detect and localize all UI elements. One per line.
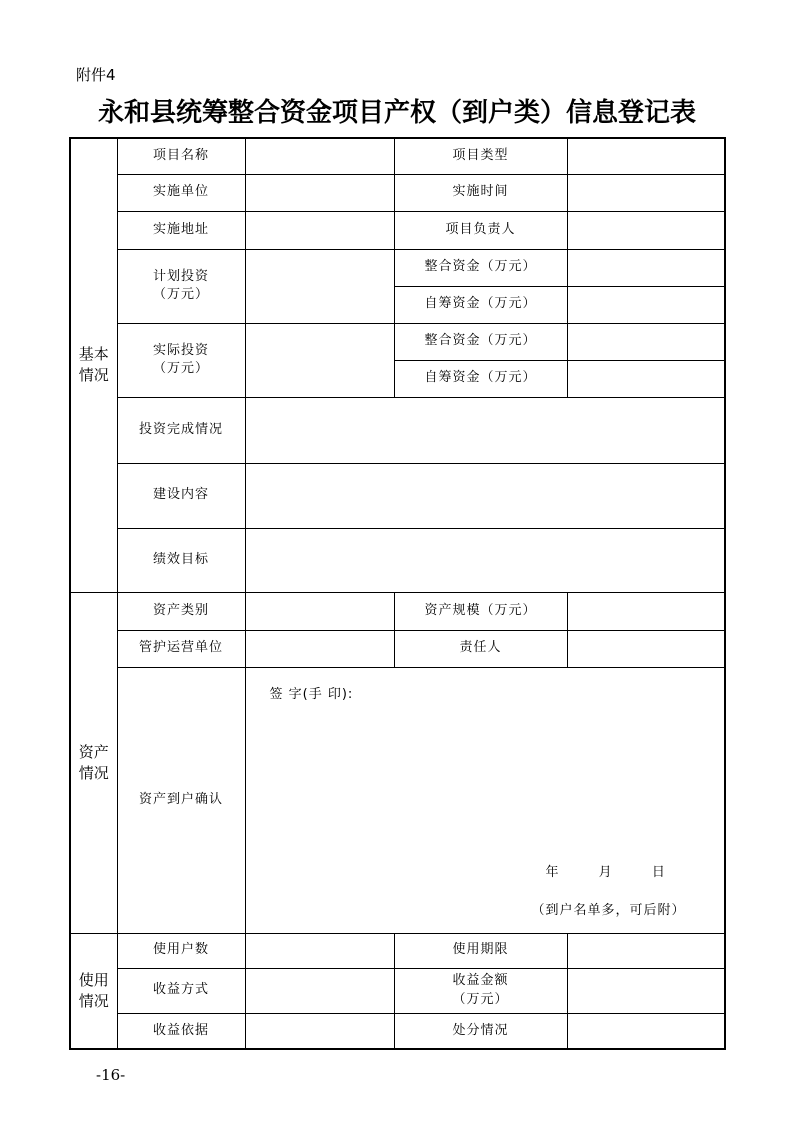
household-list-note: （到户名单多，可后附） xyxy=(531,902,686,918)
label-responsible-person: 责任人 xyxy=(394,630,567,667)
label-planned-integrated-funds: 整合资金（万元） xyxy=(394,249,567,286)
field-actual-investment[interactable] xyxy=(245,323,394,397)
field-implementing-unit[interactable] xyxy=(245,174,394,211)
label-actual-investment: 实际投资 （万元） xyxy=(117,323,245,397)
label-asset-category: 资产类别 xyxy=(117,592,245,630)
field-planned-integrated-funds[interactable] xyxy=(567,249,725,286)
label-project-leader: 项目负责人 xyxy=(394,211,567,249)
label-implementation-address: 实施地址 xyxy=(117,211,245,249)
section-basic: 基本 情况 xyxy=(70,138,117,592)
label-actual-self-raised-funds: 自筹资金（万元） xyxy=(394,360,567,397)
signature-label: 签 字(手 印): xyxy=(269,686,354,702)
field-planned-self-raised-funds[interactable] xyxy=(567,286,725,323)
field-performance-target[interactable] xyxy=(245,528,725,592)
label-project-name: 项目名称 xyxy=(117,138,245,174)
signature-date xyxy=(546,864,701,882)
label-asset-household-confirm: 资产到户确认 xyxy=(117,667,245,933)
field-management-unit[interactable] xyxy=(245,630,394,667)
date-year: 年 xyxy=(545,864,559,880)
label-construction-content: 建设内容 xyxy=(117,463,245,528)
field-implementation-time[interactable] xyxy=(567,174,725,211)
field-income-method[interactable] xyxy=(245,968,394,1013)
field-responsible-person[interactable] xyxy=(567,630,725,667)
label-planned-self-raised-funds: 自筹资金（万元） xyxy=(394,286,567,323)
form-title: 永和县统筹整合资金项目产权（到户类）信息登记表 xyxy=(97,98,696,128)
label-income-method: 收益方式 xyxy=(117,968,245,1013)
field-actual-self-raised-funds[interactable] xyxy=(567,360,725,397)
label-asset-scale: 资产规模（万元） xyxy=(394,592,567,630)
label-performance-target: 绩效目标 xyxy=(117,528,245,592)
field-project-name[interactable] xyxy=(245,138,394,174)
field-usage-period[interactable] xyxy=(567,933,725,968)
label-disposal-status: 处分情况 xyxy=(394,1013,567,1049)
field-project-type[interactable] xyxy=(567,138,725,174)
section-assets: 资产 情况 xyxy=(70,592,117,933)
field-project-leader[interactable] xyxy=(567,211,725,249)
label-project-type: 项目类型 xyxy=(394,138,567,174)
label-implementing-unit: 实施单位 xyxy=(117,174,245,211)
label-planned-investment: 计划投资 （万元） xyxy=(117,249,245,323)
field-asset-category[interactable] xyxy=(245,592,394,630)
field-asset-scale[interactable] xyxy=(567,592,725,630)
attachment-label: 附件4 xyxy=(76,66,116,84)
field-income-amount[interactable] xyxy=(567,968,725,1013)
field-investment-completion[interactable] xyxy=(245,397,725,463)
field-implementation-address[interactable] xyxy=(245,211,394,249)
field-user-households[interactable] xyxy=(245,933,394,968)
section-usage: 使用 情况 xyxy=(70,933,117,1049)
label-usage-period: 使用期限 xyxy=(394,933,567,968)
label-income-basis: 收益依据 xyxy=(117,1013,245,1049)
label-actual-integrated-funds: 整合资金（万元） xyxy=(394,323,567,360)
field-asset-household-confirm[interactable] xyxy=(245,667,725,933)
page-number: -16- xyxy=(96,1066,126,1084)
label-user-households: 使用户数 xyxy=(117,933,245,968)
label-implementation-time: 实施时间 xyxy=(394,174,567,211)
label-income-amount: 收益金额 （万元） xyxy=(394,968,567,1013)
field-income-basis[interactable] xyxy=(245,1013,394,1049)
label-investment-completion: 投资完成情况 xyxy=(117,397,245,463)
field-planned-investment[interactable] xyxy=(245,249,394,323)
registration-table xyxy=(69,137,726,1050)
date-month: 月 xyxy=(598,864,612,880)
date-day: 日 xyxy=(651,864,665,880)
field-construction-content[interactable] xyxy=(245,463,725,528)
label-management-unit: 管护运营单位 xyxy=(117,630,245,667)
field-disposal-status[interactable] xyxy=(567,1013,725,1049)
field-actual-integrated-funds[interactable] xyxy=(567,323,725,360)
